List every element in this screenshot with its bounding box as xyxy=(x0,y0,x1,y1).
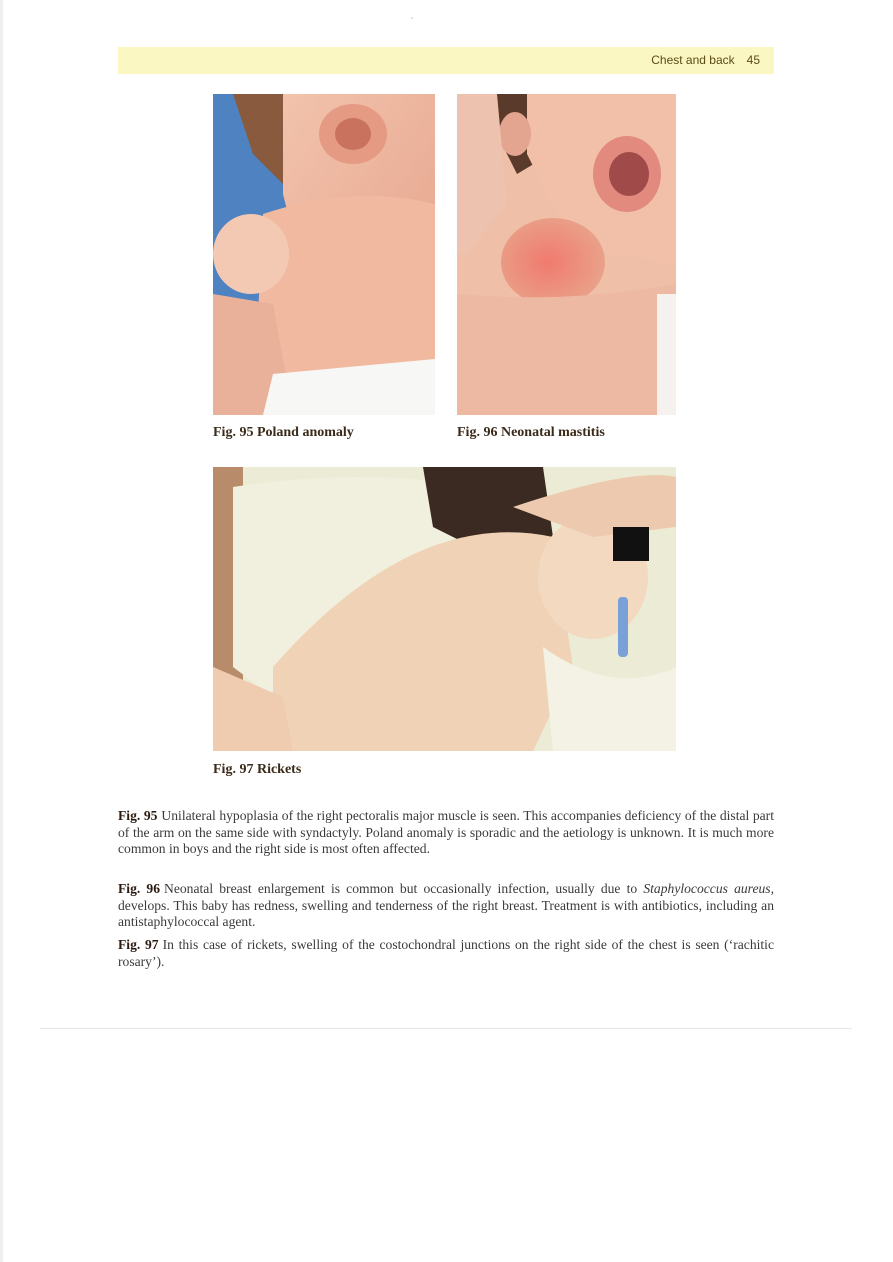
figure-95-caption xyxy=(213,425,354,441)
page-edge xyxy=(0,0,3,1262)
figure-97-caption xyxy=(213,762,301,778)
paragraph-text: Neonatal breast enlargement is common but occasionally infection, usually due to xyxy=(164,881,644,896)
figure-95-caption-title: Poland anomaly xyxy=(256,425,354,440)
figure-97-caption-title: Rickets xyxy=(256,762,302,777)
header-text xyxy=(651,53,760,67)
bottom-rule xyxy=(40,1028,852,1029)
figure-95-photo xyxy=(213,94,435,415)
organism-name: Staphylococcus aureus, xyxy=(643,881,774,896)
figure-96-caption-title: Neonatal mastitis xyxy=(500,425,605,440)
paragraph-fig-97 xyxy=(118,937,774,970)
paragraph-text-cont: develops. This baby has redness, swelling and tenderness of the right breast. Treatment is with antibiotics, including an antistaphylococcal agent. xyxy=(118,897,774,929)
figure-95-caption-ref: Fig. 95 xyxy=(213,425,254,440)
paragraph-ref: Fig. 95 xyxy=(118,808,158,823)
figure-95-image xyxy=(213,94,435,415)
figure-96-image xyxy=(457,94,676,415)
figure-97-image xyxy=(213,467,676,751)
paragraph-text: In this case of rickets, swelling of the costochondral junctions on the right side of the chest is seen (‘rachitic rosary’). xyxy=(118,937,774,969)
paragraph-fig-95 xyxy=(118,808,774,858)
figure-96-caption xyxy=(457,425,605,441)
figure-97-photo xyxy=(213,467,676,751)
paragraph-ref: Fig. 97 xyxy=(118,937,159,952)
scan-speck xyxy=(411,17,413,19)
figure-97-caption-ref: Fig. 97 xyxy=(213,762,254,777)
figure-96-photo xyxy=(457,94,676,415)
paragraph-text: Unilateral hypoplasia of the right pectoralis major muscle is seen. This accompanies deficiency of the distal part of the arm on the same side with syndactyly. Poland anomaly is sporadic and the aetiology is unknown. It is much more common in boys and the right side is most often affected. xyxy=(118,808,774,856)
running-header xyxy=(118,47,774,74)
figure-96-caption-ref: Fig. 96 xyxy=(457,425,498,440)
page-number: 45 xyxy=(746,53,760,67)
section-title: Chest and back xyxy=(651,53,735,67)
paragraph-fig-96 xyxy=(118,881,774,931)
paragraph-ref: Fig. 96 xyxy=(118,881,161,896)
